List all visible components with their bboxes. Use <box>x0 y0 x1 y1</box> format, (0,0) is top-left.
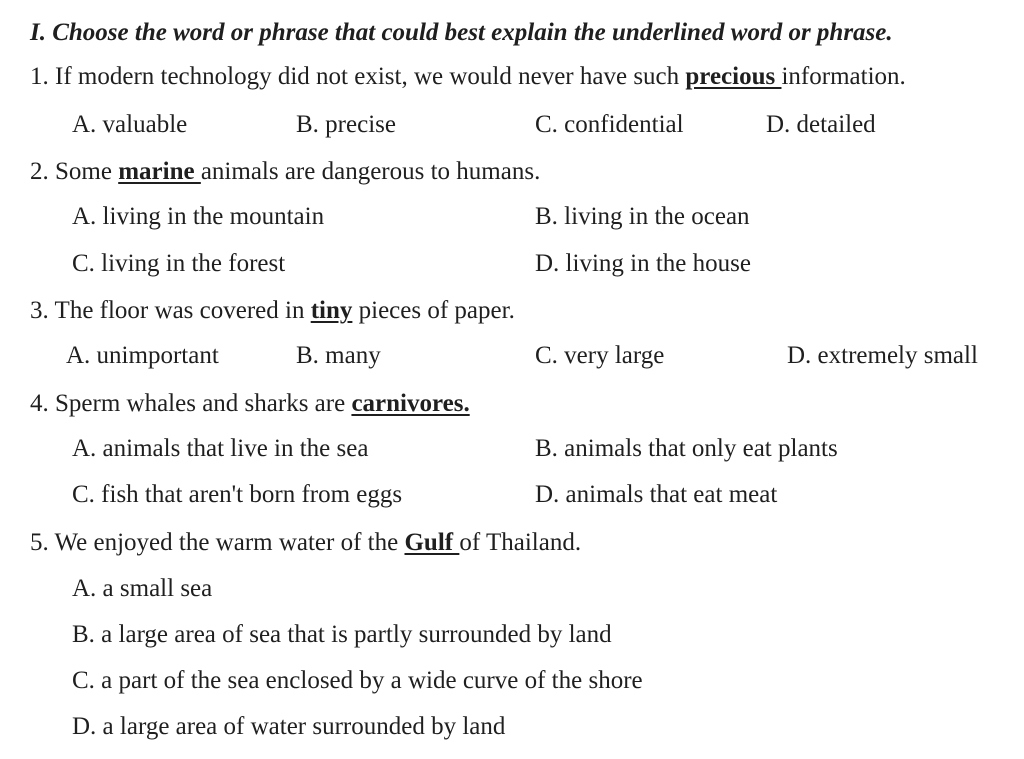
option-4d: D. animals that eat meat <box>535 481 778 508</box>
underlined-word: precious <box>685 63 782 90</box>
option-3d: D. extremely small <box>787 342 978 369</box>
option-3c: C. very large <box>535 342 665 369</box>
question-5 <box>30 528 581 558</box>
question-2 <box>30 157 540 187</box>
option-5b: B. a large area of sea that is partly surrounded by land <box>72 621 612 648</box>
question-text-end: pieces of paper. <box>352 297 515 324</box>
option-3a: A. unimportant <box>66 342 219 369</box>
option-5a: A. a small sea <box>72 575 213 602</box>
option-2b: B. living in the ocean <box>535 203 750 230</box>
option-4a: A. animals that live in the sea <box>72 435 369 462</box>
question-4 <box>30 389 470 419</box>
option-2d: D. living in the house <box>535 250 751 277</box>
question-text: 3. The floor was covered in <box>30 297 311 324</box>
question-text-end: animals are dangerous to humans. <box>200 158 541 185</box>
option-1d: D. detailed <box>766 111 876 138</box>
question-text: 4. Sperm whales and sharks are <box>30 390 352 417</box>
option-5d: D. a large area of water surrounded by land <box>72 713 506 740</box>
question-text: 2. Some <box>30 158 119 185</box>
question-text-end: information. <box>781 63 906 90</box>
option-2c: C. living in the forest <box>72 250 286 277</box>
option-4c: C. fish that aren't born from eggs <box>72 481 403 508</box>
option-5c: C. a part of the sea enclosed by a wide curve of the shore <box>72 667 643 694</box>
underlined-word: Gulf <box>404 529 460 556</box>
section-title: I. Choose the word or phrase that could best explain the underlined word or phrase. <box>30 19 893 46</box>
question-text: 5. We enjoyed the warm water of the <box>30 529 405 556</box>
option-1c: C. confidential <box>535 111 684 138</box>
question-text: 1. If modern technology did not exist, we would never have such <box>30 63 686 90</box>
underlined-word: carnivores. <box>351 390 470 417</box>
option-3b: B. many <box>296 342 381 369</box>
question-text-end: of Thailand. <box>459 529 582 556</box>
question-1 <box>30 62 906 92</box>
option-1b: B. precise <box>296 111 396 138</box>
option-1a: A. valuable <box>72 111 188 138</box>
question-3 <box>30 296 515 326</box>
option-4b: B. animals that only eat plants <box>535 435 838 462</box>
underlined-word: marine <box>118 158 201 185</box>
underlined-word: tiny <box>310 297 353 324</box>
option-2a: A. living in the mountain <box>72 203 325 230</box>
